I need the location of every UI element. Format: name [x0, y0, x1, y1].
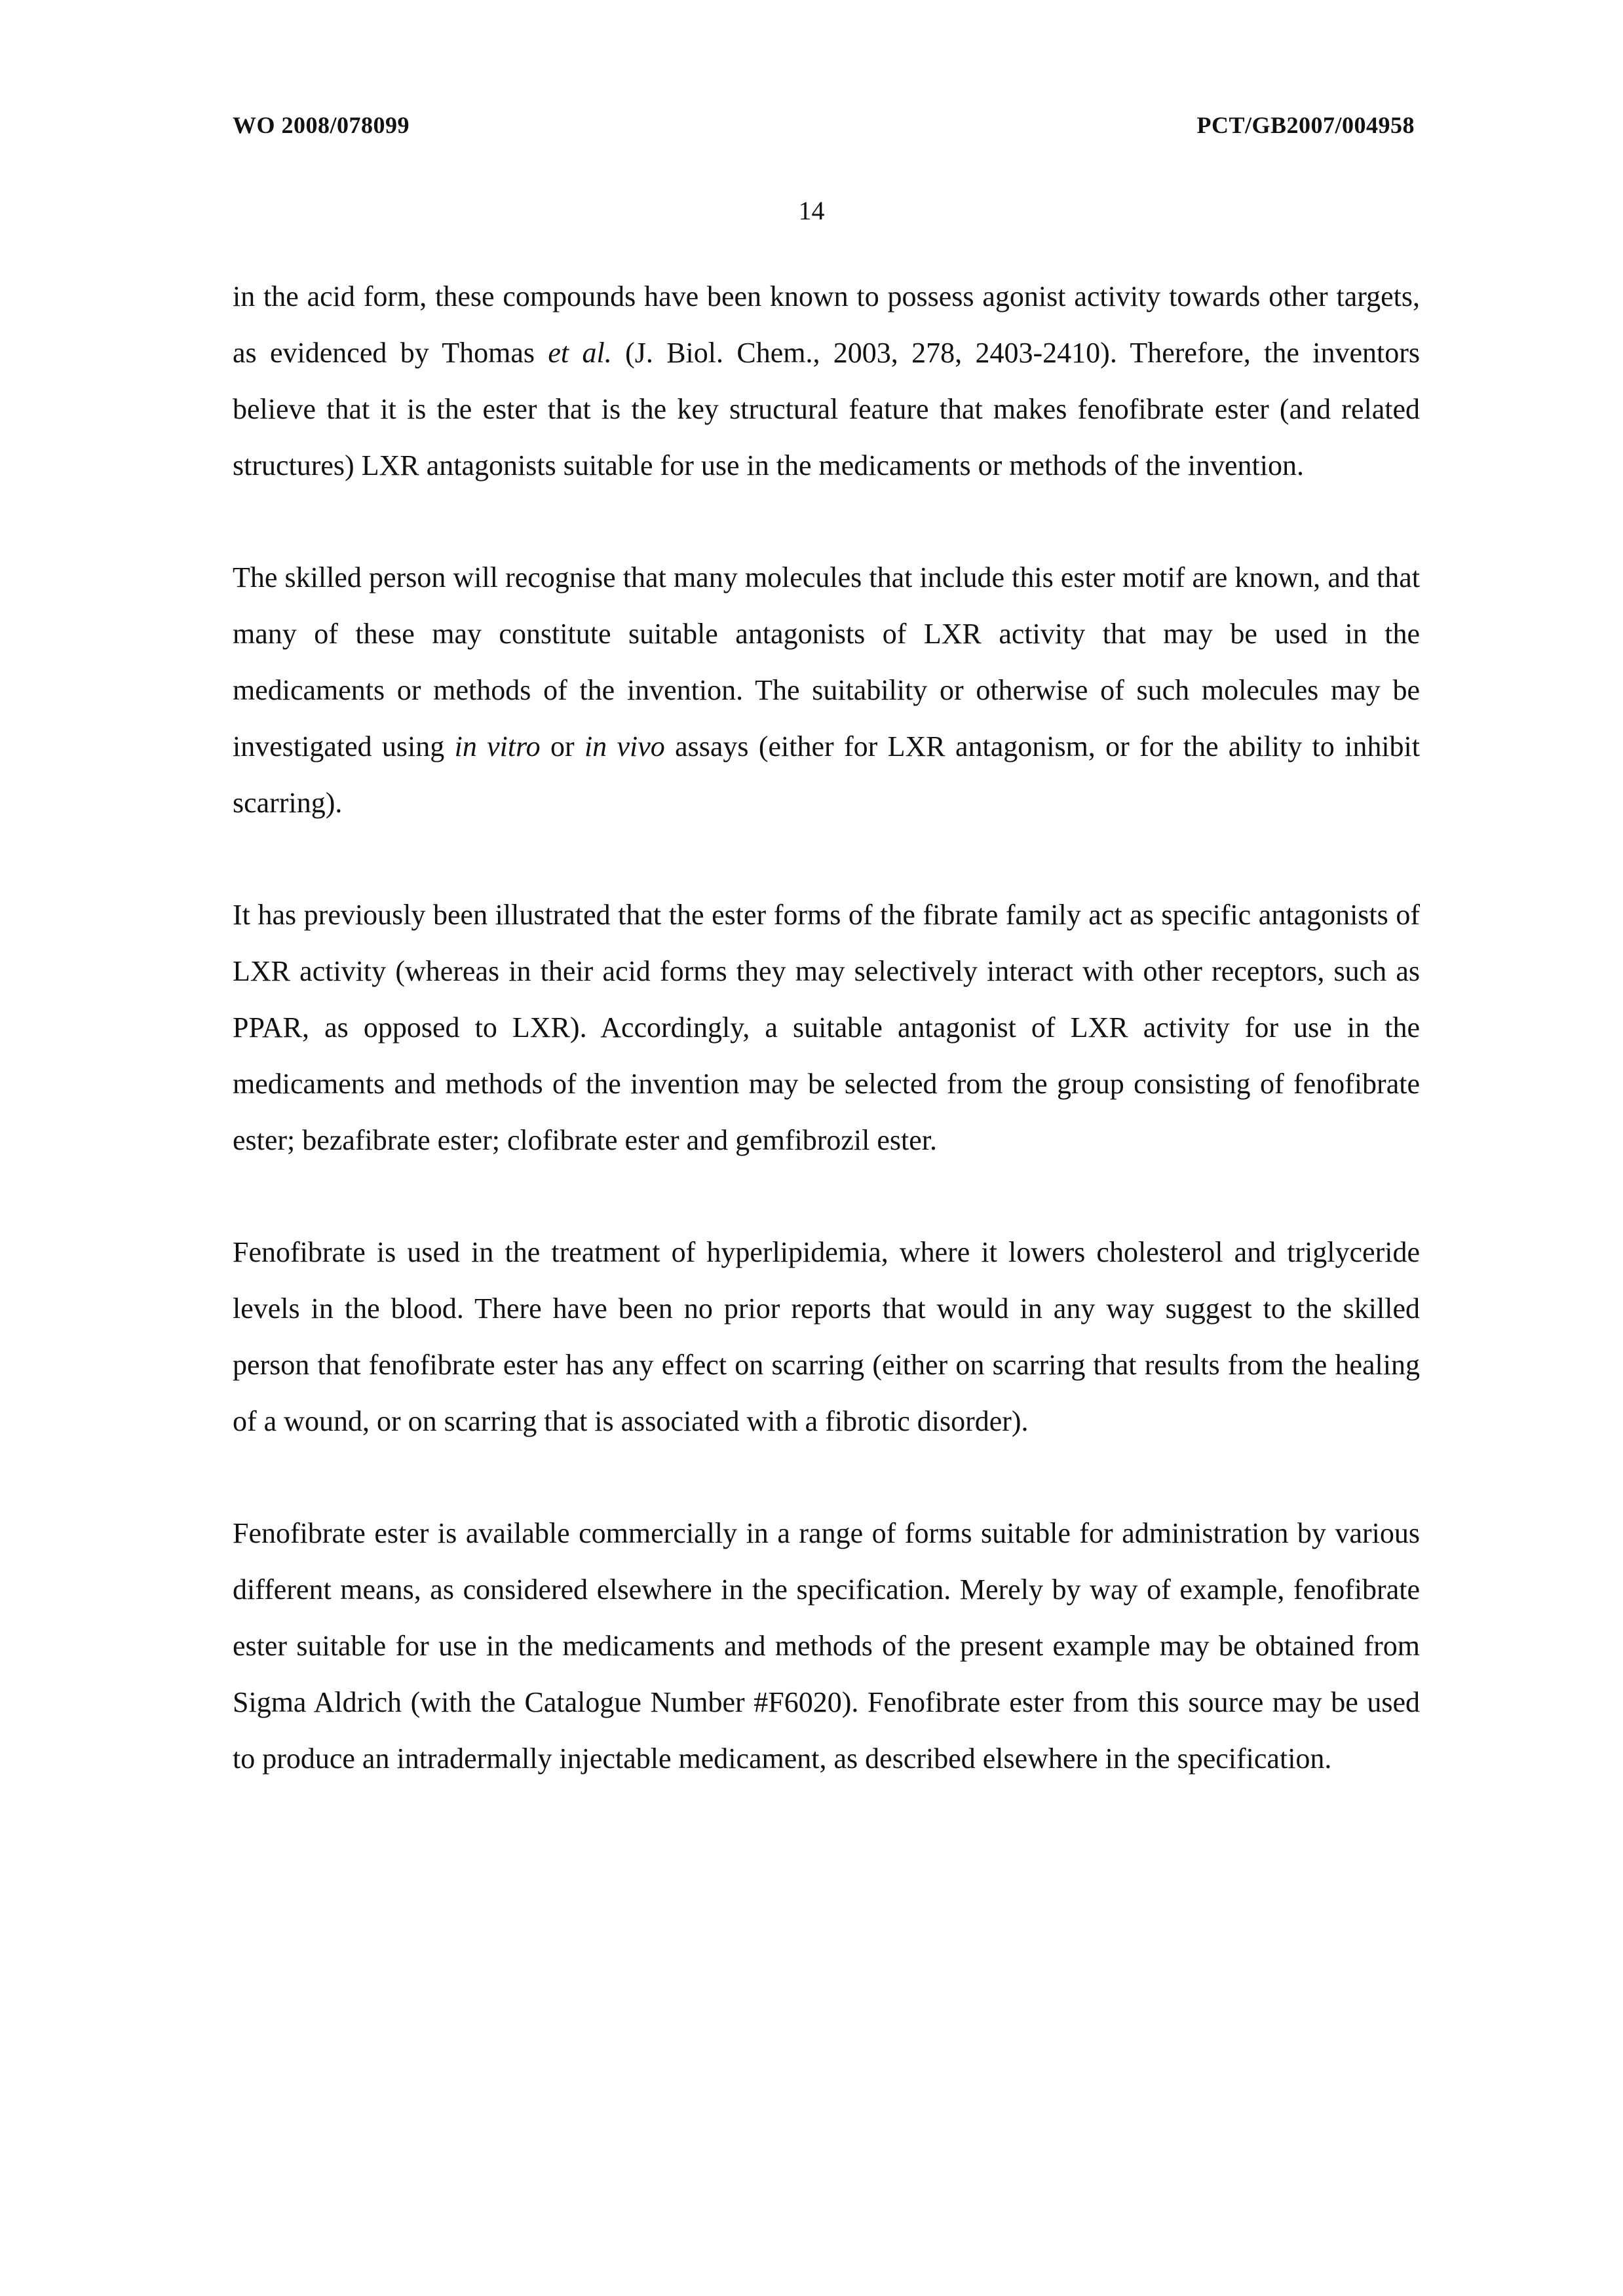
paragraph-2-part-c: assays (either for LXR antagonism, or for the ability to inhibit scarring).: [233, 730, 1421, 819]
page-number: 14: [798, 196, 825, 225]
paragraph-4: Fenofibrate is used in the treatment of hyperlipidemia, where it lowers cholesterol and triglyceride levels in the blood. There have been no prior reports that would in any way suggest to the skilled person that fenofibrate ester has any effect on scarring (either on scarring that results from the healing of a wound, or on scarring that is associated with a fibrotic disorder).: [233, 1236, 1420, 1437]
term-in-vitro: in vitro: [454, 730, 541, 762]
paragraph-2-part-b: or: [540, 730, 584, 762]
citation-et-al: et al.: [548, 337, 612, 369]
paragraph-1: [233, 269, 1420, 494]
paragraph-2: [233, 550, 1420, 831]
paragraph-1-part-b: (J. Biol. Chem., 2003, 278, 2403-2410). Therefore, the inventors believe that it is the ester that is the key structural feature that makes fenofibrate ester (and related structures) LXR antagonists suitable for use in the medicaments or methods of the invention.: [233, 337, 1421, 481]
application-number: PCT/GB2007/004958: [1196, 112, 1415, 138]
paragraph-5: Fenofibrate ester is available commercially in a range of forms suitable for administration by various different means, as considered elsewhere in the specification. Merely by way of example, fenofibrate ester suitable for use in the medicaments and methods of the present example may be obtained from Sigma Aldrich (with the Catalogue Number #F6020). Fenofibrate ester from this source may be used to produce an intradermally injectable medicament, as described elsewhere in the specification.: [233, 1517, 1420, 1775]
publication-number: WO 2008/078099: [233, 112, 410, 138]
document-body: [233, 269, 1420, 1787]
paragraph-3: It has previously been illustrated that the ester forms of the fibrate family act as specific antagonists of LXR activity (whereas in their acid forms they may selectively interact with other receptors, such as PPAR, as opposed to LXR). Accordingly, a suitable antagonist of LXR activity for use in the medicaments and methods of the invention may be selected from the group consisting of fenofibrate ester; bezafibrate ester; clofibrate ester and gemfibrozil ester.: [233, 899, 1420, 1156]
term-in-vivo: in vivo: [584, 730, 665, 762]
paragraph-1-part-a: in the acid form, these compounds have been known to possess agonist activity towards other targets, as evidenced by Thomas: [233, 280, 1420, 369]
paragraph-2-part-a: The skilled person will recognise that many molecules that include this ester motif are known, and that many of these may constitute suitable antagonists of LXR activity that may be used in the medicaments or methods of the invention. The suitability or otherwise of such molecules may be investigated using: [233, 561, 1420, 762]
